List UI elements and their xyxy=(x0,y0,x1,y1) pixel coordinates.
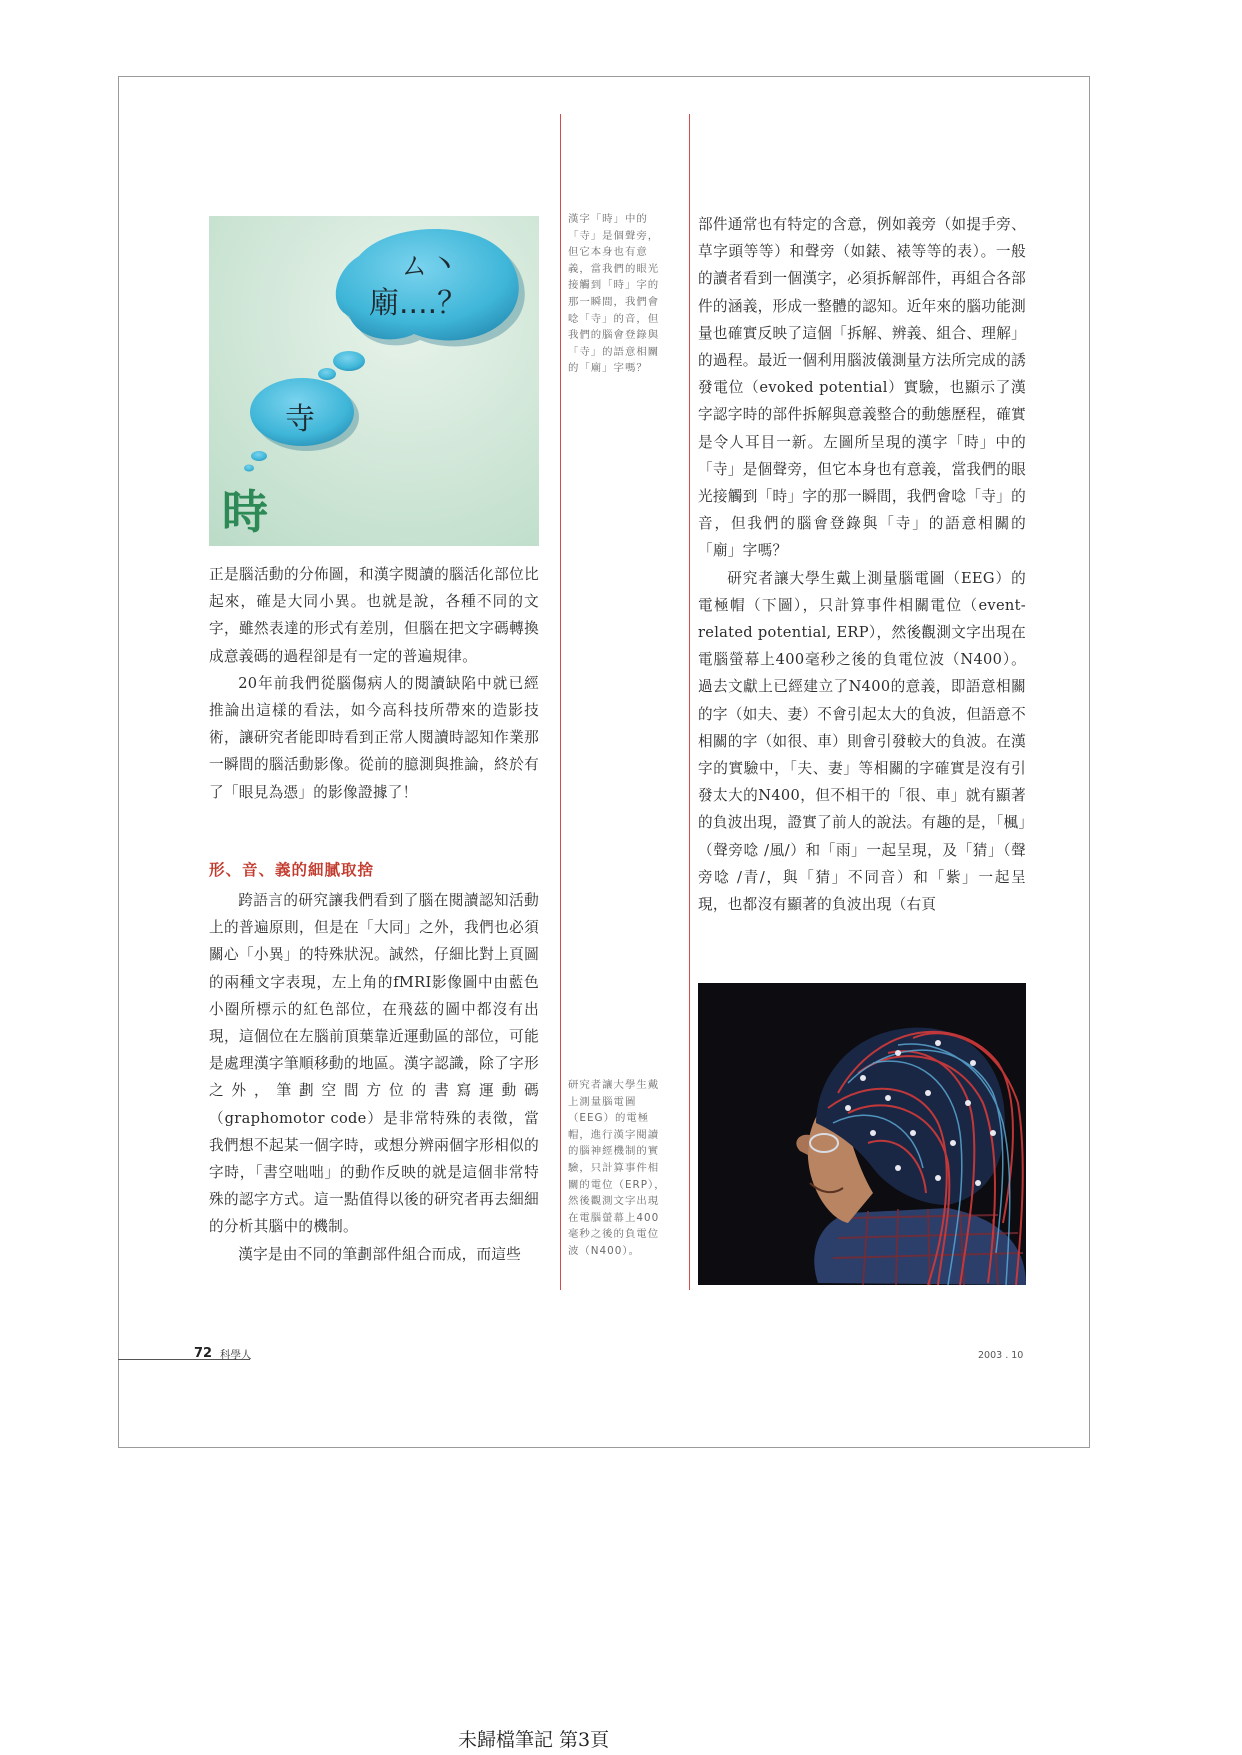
right-paragraph-1: 部件通常也有特定的含意，例如義旁（如提手旁、草字頭等等）和聲旁（如錶、裱等等的表）。一般的讀者看到一個漢字，必須拆解部件，再組合各部件的涵義，形成一整體的認知。近年來的腦功能測量也確實反映了這個「拆解、辨義、組合、理解」的過程。最近一個利用腦波儀測量方法所完成的誘發電位（evoked potential）實驗，也顯示了漢字認字時的部件拆解與意義整合的動態歷程，確實是令人耳目一新。左圖所呈現的漢字「時」中的「寺」是個聲旁，但它本身也有意義，當我們的眼光接觸到「時」字的那一瞬間，我們會唸「寺」的音，但我們的腦會登錄與「寺」的語意相關的「廟」字嗎？ xyxy=(698,216,1026,560)
issue-date: 2003 . 10 xyxy=(978,1350,1024,1361)
journal-name: 科學人 xyxy=(220,1349,252,1361)
illustration-shi-si-miao xyxy=(209,216,539,546)
caption-photo: 研究者讓大學生戴上測量腦電圖（EEG）的電極帽，進行漢字閱讀的腦神經機制的實驗，只計算事件相關的電位（ERP），然後觀測文字出現在電腦螢幕上400毫秒之後的負電位波（N400）。 xyxy=(568,1079,666,1257)
eeg-photo-art xyxy=(698,983,1026,1285)
thought-dot-micro xyxy=(244,465,254,472)
thought-dot-large xyxy=(333,351,365,371)
column-divider-left xyxy=(560,114,561,1290)
left-paragraph-2: 20年前我們從腦傷病人的閱讀缺陷中就已經推論出這樣的看法，如今高科技所帶來的造影技術，讓研究者能即時看到正常人閱讀時認知作業那一瞬間的腦活動影像。從前的臆測與推論，終於有了「眼見為憑」的影像證據了！ xyxy=(209,674,539,801)
illustration-main-char: 時 xyxy=(222,485,268,539)
left-paragraph-4: 漢字是由不同的筆劃部件組合而成，而這些 xyxy=(238,1245,522,1263)
bubble-large-text: 廟....？ xyxy=(369,286,468,321)
thought-dot-tiny xyxy=(251,451,267,461)
page-number: 72 xyxy=(194,1346,213,1361)
bottom-note: 未歸檔筆記 第3頁 xyxy=(458,1729,610,1751)
thought-dot-small xyxy=(318,368,336,380)
bubble-small-text: 寺 xyxy=(285,402,315,437)
left-paragraph-3: 跨語言的研究讓我們看到了腦在閱讀認知活動上的普遍原則，但是在「大同」之外，我們也必須關心「小異」的特殊狀況。誠然，仔細比對上頁圖的兩種文字表現，左上角的fMRI影像圖中由藍色小圈所標示的紅色部位，在飛茲的圖中都沒有出現，這個位在左腦前頂葉靠近運動區的部位，可能是處理漢字筆順移動的地區。漢字認識，除了字形之外，筆劃空間方位的書寫運動碼（graphomotor code）是非常特殊的表徵，當我們想不起某一個字時，或想分辨兩個字形相似的字時，「書空咄咄」的動作反映的就是這個非常特殊的認字方式。這一點值得以後的研究者再去細細的分析其腦中的機制。 xyxy=(209,892,539,1236)
right-paragraph-2: 研究者讓大學生戴上測量腦電圖（EEG）的電極帽（下圖），只計算事件相關電位（event-related potential, ERP），然後觀測文字出現在電腦螢幕上400毫秒之後的負電位波（N400）。過去文獻上已經建立了N400的意義，即語意相關的字（如夫、妻）不會引起太大的負波，但語意不相關的字（如很、車）則會引發較大的負波。在漢字的實驗中，「夫、妻」等相關的字確實是沒有引發太大的N400，但不相干的「很、車」就有顯著的負波出現，證實了前人的說法。有趣的是，「楓」（聲旁唸 /風/）和「雨」一起呈現，及「猜」（聲旁唸 /青/，與「猜」不同音）和「紫」一起呈現，也都沒有顯著的負波出現（右頁 xyxy=(698,569,1026,914)
eeg-cap-photo xyxy=(698,983,1026,1285)
bubble-large-bopomofo: ㄙ丶 xyxy=(399,248,459,283)
caption-illustration: 漢字「時」中的「寺」是個聲旁，但它本身也有意義，當我們的眼光接觸到「時」字的那一瞬間，我們會唸「寺」的音，但我們的腦會登錄與「寺」的語意相關的「廟」字嗎？ xyxy=(568,213,660,375)
left-paragraph-1: 正是腦活動的分佈圖，和漢字閱讀的腦活化部位比起來，確是大同小異。也就是說，各種不同的文字，雖然表達的形式有差別，但腦在把文字碼轉換成意義碼的過程卻是有一定的普遍規律。 xyxy=(209,566,539,665)
left-column-lower xyxy=(209,887,539,1268)
right-column xyxy=(698,211,1026,918)
column-divider-right xyxy=(689,114,690,1290)
left-column-upper xyxy=(209,561,539,806)
section-heading: 形、音、義的細膩取捨 xyxy=(209,861,375,879)
